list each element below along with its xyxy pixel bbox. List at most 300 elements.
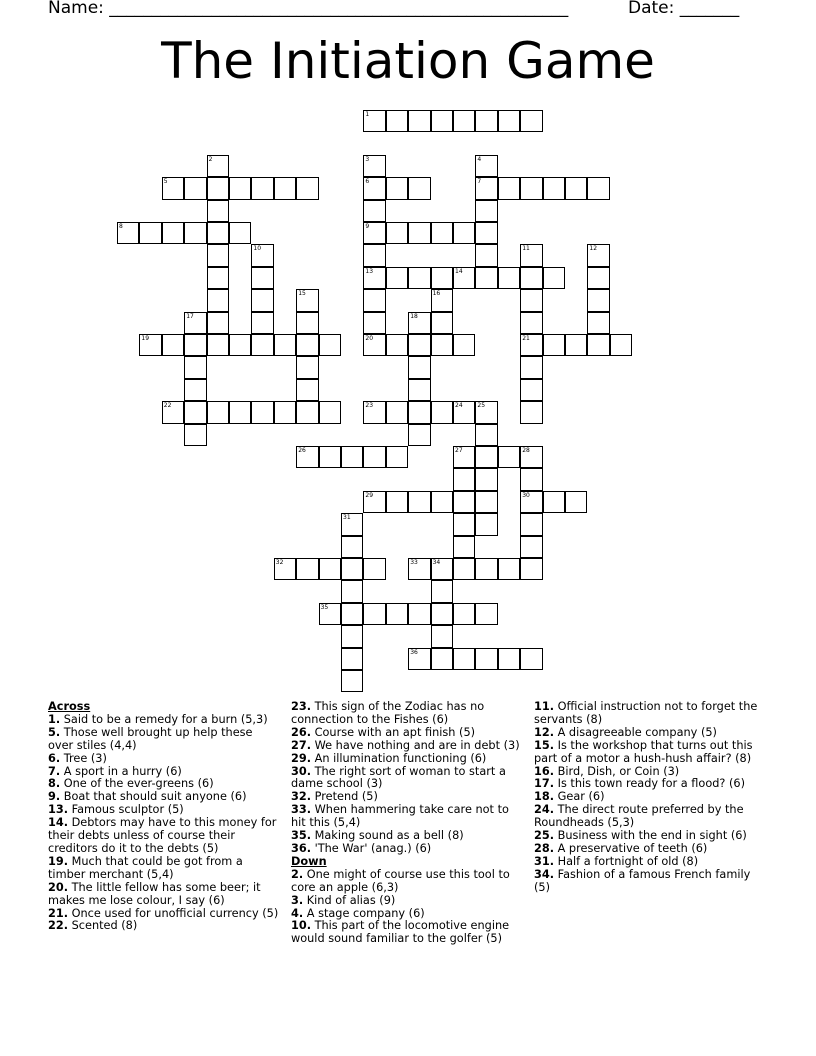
- clue-number: 6: [365, 178, 370, 186]
- clue-item-number: 17.: [534, 777, 555, 791]
- grid-cell[interactable]: [341, 558, 363, 580]
- grid-cell[interactable]: [587, 289, 609, 311]
- date-field-line: Date: _______: [628, 0, 740, 18]
- grid-cell[interactable]: [408, 334, 430, 356]
- grid-cell[interactable]: [363, 334, 385, 356]
- grid-cell[interactable]: [207, 334, 229, 356]
- grid-cell[interactable]: [408, 424, 430, 446]
- clue-item-number: 2.: [291, 867, 304, 881]
- grid-cell[interactable]: [363, 222, 385, 244]
- clue-item-number: 28.: [534, 841, 555, 855]
- clue-item-number: 22.: [48, 919, 69, 933]
- clue-number: 2: [208, 155, 213, 163]
- grid-cell[interactable]: [184, 222, 206, 244]
- grid-cell[interactable]: [453, 536, 475, 558]
- grid-cell[interactable]: [274, 558, 296, 580]
- clue-item-number: 26.: [291, 725, 312, 739]
- clue-item-number: 11.: [534, 700, 555, 713]
- grid-cell[interactable]: [475, 513, 497, 535]
- grid-cell[interactable]: [475, 244, 497, 266]
- grid-cell[interactable]: [587, 244, 609, 266]
- grid-cell[interactable]: [341, 536, 363, 558]
- clue-item-text: Kind of alias (9): [306, 893, 396, 907]
- grid-cell[interactable]: [453, 513, 475, 535]
- grid-cell[interactable]: [475, 200, 497, 222]
- grid-cell[interactable]: [363, 155, 385, 177]
- grid-cell[interactable]: [363, 401, 385, 423]
- grid-cell[interactable]: [229, 334, 251, 356]
- grid-cell[interactable]: [363, 446, 385, 468]
- grid-cell[interactable]: [319, 603, 341, 625]
- clue-number: 1: [365, 111, 370, 118]
- clue-item: [48, 920, 280, 933]
- grid-cell[interactable]: [453, 401, 475, 423]
- grid-cell[interactable]: [184, 401, 206, 423]
- grid-cell[interactable]: [475, 491, 497, 513]
- grid-cell[interactable]: [431, 222, 453, 244]
- grid-cell[interactable]: [475, 603, 497, 625]
- clues-column-3: [534, 701, 766, 895]
- grid-cell[interactable]: [453, 446, 475, 468]
- grid-cell[interactable]: [162, 401, 184, 423]
- clue-item-text: We have nothing and are in debt (3): [314, 738, 520, 752]
- grid-cell[interactable]: [274, 401, 296, 423]
- grid-cell[interactable]: [386, 491, 408, 513]
- clue-item-number: 30.: [291, 764, 312, 778]
- grid-cell[interactable]: [386, 603, 408, 625]
- grid-cell[interactable]: [229, 401, 251, 423]
- grid-cell[interactable]: [587, 177, 609, 199]
- grid-cell[interactable]: [363, 289, 385, 311]
- clue-number: 7: [477, 178, 482, 186]
- clue-number: 5: [163, 178, 168, 186]
- clue-number: 8: [119, 223, 123, 230]
- clue-item-number: 34.: [534, 867, 555, 881]
- grid-cell[interactable]: [565, 334, 587, 356]
- grid-cell[interactable]: [431, 267, 453, 289]
- grid-cell[interactable]: [341, 625, 363, 647]
- grid-cell[interactable]: [520, 312, 542, 334]
- clue-number: 15: [298, 290, 306, 298]
- clue-item-number: 9.: [48, 790, 61, 804]
- grid-cell[interactable]: [475, 648, 497, 670]
- clue-item-text: Much that could be got from a timber merchant (5,4): [48, 854, 243, 881]
- grid-cell[interactable]: [431, 648, 453, 670]
- grid-cell[interactable]: [408, 379, 430, 401]
- grid-cell[interactable]: [475, 558, 497, 580]
- clue-number: 25: [477, 402, 486, 410]
- grid-cell[interactable]: [162, 222, 184, 244]
- grid-cell[interactable]: [431, 289, 453, 311]
- grid-cell[interactable]: [296, 558, 318, 580]
- clue-number: 27: [455, 447, 463, 454]
- grid-cell[interactable]: [251, 244, 273, 266]
- grid-cell[interactable]: [498, 267, 520, 289]
- clue-item-text: Scented (8): [71, 919, 138, 933]
- grid-cell[interactable]: [162, 334, 184, 356]
- grid-cell[interactable]: [184, 424, 206, 446]
- clue-number: 16: [432, 290, 441, 298]
- clue-number: 18: [410, 312, 418, 320]
- grid-cell[interactable]: [408, 603, 430, 625]
- grid-cell[interactable]: [296, 289, 318, 311]
- grid-cell[interactable]: [475, 110, 497, 132]
- grid-cell[interactable]: [386, 401, 408, 423]
- grid-cell[interactable]: [251, 401, 273, 423]
- grid-cell[interactable]: [386, 267, 408, 289]
- clue-item-text: The right sort of woman to start a dame school (3): [291, 764, 506, 791]
- down-heading: Down: [291, 854, 327, 868]
- grid-cell[interactable]: [341, 648, 363, 670]
- clue-item-number: 3.: [291, 893, 304, 907]
- clue-item-number: 27.: [291, 738, 312, 752]
- grid-cell[interactable]: [296, 446, 318, 468]
- grid-cell[interactable]: [498, 558, 520, 580]
- clue-number: 35: [320, 603, 329, 611]
- grid-cell[interactable]: [565, 491, 587, 513]
- clue-item-number: 18.: [534, 790, 555, 804]
- clue-item: [291, 920, 523, 946]
- grid-cell[interactable]: [296, 401, 318, 423]
- clue-item-number: 33.: [291, 803, 312, 817]
- clue-item: [48, 727, 280, 753]
- grid-cell[interactable]: [475, 468, 497, 490]
- clue-number: 28: [522, 447, 530, 454]
- grid-cell[interactable]: [296, 334, 318, 356]
- grid-cell[interactable]: [498, 446, 520, 468]
- grid-cell[interactable]: [520, 334, 542, 356]
- clue-item-text: Famous sculptor (5): [71, 803, 184, 817]
- grid-cell[interactable]: [498, 648, 520, 670]
- grid-cell[interactable]: [363, 491, 385, 513]
- grid-cell[interactable]: [520, 648, 542, 670]
- grid-cell[interactable]: [341, 670, 363, 692]
- clue-item-text: A sport in a hurry (6): [63, 764, 182, 778]
- clue-number: 3: [365, 155, 370, 163]
- clue-item-number: 4.: [291, 906, 304, 920]
- clue-number: 31: [343, 514, 351, 522]
- grid-cell[interactable]: [453, 334, 475, 356]
- clue-item-text: Bird, Dish, or Coin (3): [557, 764, 680, 778]
- grid-cell[interactable]: [408, 401, 430, 423]
- grid-cell[interactable]: [274, 177, 296, 199]
- grid-cell[interactable]: [341, 513, 363, 535]
- grid-cell[interactable]: [319, 446, 341, 468]
- clue-number: 9: [365, 223, 370, 230]
- clue-number: 4: [477, 155, 482, 163]
- grid-cell[interactable]: [296, 379, 318, 401]
- grid-cell[interactable]: [520, 267, 542, 289]
- grid-cell[interactable]: [184, 312, 206, 334]
- clue-item: [48, 817, 280, 856]
- grid-cell[interactable]: [207, 177, 229, 199]
- grid-cell[interactable]: [408, 558, 430, 580]
- grid-cell[interactable]: [520, 401, 542, 423]
- grid-cell[interactable]: [431, 603, 453, 625]
- grid-cell[interactable]: [543, 334, 565, 356]
- clue-item-text: Once used for unofficial currency (5): [71, 906, 279, 920]
- grid-cell[interactable]: [565, 177, 587, 199]
- grid-cell[interactable]: [431, 110, 453, 132]
- grid-cell[interactable]: [475, 177, 497, 199]
- clue-item: [291, 804, 523, 830]
- clue-item-text: A stage company (6): [306, 906, 425, 920]
- clue-item-number: 23.: [291, 700, 312, 713]
- grid-cell[interactable]: [587, 267, 609, 289]
- grid-cell[interactable]: [386, 222, 408, 244]
- grid-cell[interactable]: [229, 222, 251, 244]
- clue-item-number: 13.: [48, 803, 69, 817]
- grid-cell[interactable]: [475, 267, 497, 289]
- grid-cell[interactable]: [431, 312, 453, 334]
- clue-item-text: One of the ever-greens (6): [63, 777, 214, 791]
- grid-cell[interactable]: [363, 110, 385, 132]
- clue-number: 22: [163, 402, 172, 410]
- grid-cell[interactable]: [453, 491, 475, 513]
- page-title: The Initiation Game: [161, 32, 655, 90]
- clue-item-text: Half a fortnight of old (8): [557, 854, 699, 868]
- clue-item-number: 16.: [534, 764, 555, 778]
- grid-cell[interactable]: [408, 110, 430, 132]
- grid-cell[interactable]: [520, 558, 542, 580]
- clue-item-text: Is the workshop that turns out this part of a motor a hush-hush affair? (8): [534, 738, 753, 765]
- clue-item: [291, 843, 523, 856]
- clue-item-text: Debtors may have to this money for their debts unless of course their creditors do it to the debts (5): [48, 816, 277, 855]
- clue-item: [534, 804, 766, 830]
- grid-cell[interactable]: [520, 536, 542, 558]
- clue-item-text: This part of the locomotive engine would sound familiar to the golfer (5): [291, 919, 510, 946]
- grid-cell[interactable]: [408, 222, 430, 244]
- grid-cell[interactable]: [543, 491, 565, 513]
- grid-cell[interactable]: [207, 222, 229, 244]
- clue-item-text: Those well brought up help these over stiles (4,4): [48, 725, 253, 752]
- grid-cell[interactable]: [453, 267, 475, 289]
- grid-cell[interactable]: [386, 334, 408, 356]
- grid-cell[interactable]: [363, 558, 385, 580]
- clue-item-number: 7.: [48, 764, 61, 778]
- grid-cell[interactable]: [520, 110, 542, 132]
- clue-item-number: 6.: [48, 751, 61, 765]
- grid-cell[interactable]: [296, 177, 318, 199]
- grid-cell[interactable]: [207, 289, 229, 311]
- grid-cell[interactable]: [587, 312, 609, 334]
- clue-item-number: 31.: [534, 854, 555, 868]
- grid-cell[interactable]: [341, 603, 363, 625]
- grid-cell[interactable]: [453, 558, 475, 580]
- grid-cell[interactable]: [162, 177, 184, 199]
- grid-cell[interactable]: [296, 312, 318, 334]
- grid-cell[interactable]: [408, 267, 430, 289]
- clue-item: [291, 869, 523, 895]
- grid-cell[interactable]: [587, 334, 609, 356]
- grid-cell[interactable]: [520, 468, 542, 490]
- clue-item-text: Said to be a remedy for a burn (5,3): [63, 712, 268, 726]
- clue-number: 13: [365, 267, 374, 275]
- grid-cell[interactable]: [184, 177, 206, 199]
- grid-cell[interactable]: [408, 648, 430, 670]
- grid-cell[interactable]: [363, 267, 385, 289]
- grid-cell[interactable]: [251, 289, 273, 311]
- clue-item-number: 32.: [291, 790, 312, 804]
- grid-cell[interactable]: [475, 446, 497, 468]
- grid-cell[interactable]: [498, 110, 520, 132]
- clue-item: [534, 740, 766, 766]
- grid-cell[interactable]: [431, 334, 453, 356]
- grid-cell[interactable]: [296, 356, 318, 378]
- clue-item-number: 5.: [48, 725, 61, 739]
- grid-cell[interactable]: [363, 177, 385, 199]
- grid-cell[interactable]: [363, 200, 385, 222]
- grid-cell[interactable]: [453, 603, 475, 625]
- clue-item-text: Pretend (5): [314, 790, 378, 804]
- clue-number: 10: [253, 245, 262, 253]
- clue-item-number: 35.: [291, 829, 312, 843]
- grid-cell[interactable]: [453, 222, 475, 244]
- grid-cell[interactable]: [386, 177, 408, 199]
- clue-item: [534, 701, 766, 727]
- grid-cell[interactable]: [520, 513, 542, 535]
- grid-cell[interactable]: [543, 267, 565, 289]
- clue-item-text: The direct route preferred by the Roundheads (5,3): [534, 803, 744, 830]
- grid-cell[interactable]: [207, 155, 229, 177]
- clue-item-number: 14.: [48, 816, 69, 830]
- clue-item-text: A preservative of teeth (6): [557, 841, 708, 855]
- clue-number: 36: [410, 648, 418, 656]
- grid-cell[interactable]: [431, 558, 453, 580]
- grid-cell[interactable]: [319, 334, 341, 356]
- grid-cell[interactable]: [251, 267, 273, 289]
- grid-cell[interactable]: [520, 289, 542, 311]
- grid-cell[interactable]: [341, 580, 363, 602]
- clue-item-number: 19.: [48, 854, 69, 868]
- clue-item-number: 25.: [534, 829, 555, 843]
- grid-cell[interactable]: [341, 446, 363, 468]
- clue-item-number: 20.: [48, 880, 69, 894]
- clue-item-number: 12.: [534, 725, 555, 739]
- clue-number: 21: [522, 335, 530, 342]
- grid-cell[interactable]: [520, 491, 542, 513]
- grid-cell[interactable]: [139, 222, 161, 244]
- clue-item: [291, 701, 523, 727]
- grid-cell[interactable]: [207, 401, 229, 423]
- clue-item-text: Fashion of a famous French family (5): [534, 867, 751, 894]
- clue-item-number: 29.: [291, 751, 312, 765]
- grid-cell[interactable]: [184, 334, 206, 356]
- grid-cell[interactable]: [453, 468, 475, 490]
- grid-cell[interactable]: [363, 312, 385, 334]
- grid-cell[interactable]: [363, 244, 385, 266]
- grid-cell[interactable]: [319, 401, 341, 423]
- clue-number: 11: [522, 245, 530, 253]
- grid-cell[interactable]: [184, 356, 206, 378]
- grid-cell[interactable]: [520, 379, 542, 401]
- grid-cell[interactable]: [431, 625, 453, 647]
- grid-cell[interactable]: [251, 177, 273, 199]
- clue-number: 19: [141, 335, 150, 342]
- grid-cell[interactable]: [207, 200, 229, 222]
- grid-cell[interactable]: [408, 356, 430, 378]
- grid-cell[interactable]: [453, 110, 475, 132]
- grid-cell[interactable]: [117, 222, 139, 244]
- clue-item-text: Boat that should suit anyone (6): [63, 790, 247, 804]
- clue-item-number: 10.: [291, 919, 312, 933]
- grid-cell[interactable]: [207, 267, 229, 289]
- clue-item-text: Business with the end in sight (6): [557, 829, 747, 843]
- grid-cell[interactable]: [408, 312, 430, 334]
- grid-cell[interactable]: [408, 491, 430, 513]
- grid-cell[interactable]: [408, 177, 430, 199]
- clue-item-text: Making sound as a bell (8): [314, 829, 464, 843]
- clue-number: 29: [365, 491, 374, 499]
- clue-item: [48, 882, 280, 908]
- grid-cell[interactable]: [520, 446, 542, 468]
- clue-item-text: Tree (3): [63, 751, 107, 765]
- across-heading: Across: [48, 700, 91, 713]
- clue-item-text: A disagreeable company (5): [557, 725, 717, 739]
- clue-number: 33: [410, 559, 418, 566]
- clue-item-text: An illumination functioning (6): [314, 751, 487, 765]
- clue-number: 24: [455, 402, 463, 410]
- grid-cell[interactable]: [139, 334, 161, 356]
- grid-cell[interactable]: [475, 155, 497, 177]
- grid-cell[interactable]: [363, 603, 385, 625]
- grid-cell[interactable]: [274, 334, 296, 356]
- grid-cell[interactable]: [453, 648, 475, 670]
- clue-item-text: The little fellow has some beer; it makes me lose colour, I say (6): [48, 880, 261, 907]
- clues-column-2: [291, 701, 523, 946]
- grid-cell[interactable]: [475, 424, 497, 446]
- grid-cell[interactable]: [251, 312, 273, 334]
- grid-cell[interactable]: [543, 177, 565, 199]
- clue-item-number: 1.: [48, 712, 61, 726]
- grid-cell[interactable]: [184, 379, 206, 401]
- grid-cell[interactable]: [520, 244, 542, 266]
- clue-item-text: 'The War' (anag.) (6): [314, 841, 432, 855]
- grid-cell[interactable]: [431, 580, 453, 602]
- grid-cell[interactable]: [386, 110, 408, 132]
- clue-item-text: Is this town ready for a flood? (6): [557, 777, 746, 791]
- grid-cell[interactable]: [475, 222, 497, 244]
- clue-item: [291, 766, 523, 792]
- grid-cell[interactable]: [207, 312, 229, 334]
- grid-cell[interactable]: [431, 491, 453, 513]
- name-field-line: Name: ______________________________________________________: [48, 0, 569, 18]
- grid-cell[interactable]: [520, 177, 542, 199]
- grid-cell[interactable]: [498, 177, 520, 199]
- clue-number: 20: [365, 335, 374, 342]
- clue-number: 17: [186, 312, 194, 320]
- clue-item-number: 15.: [534, 738, 555, 752]
- clue-item-text: This sign of the Zodiac has no connection to the Fishes (6): [291, 700, 485, 726]
- clue-item-number: 8.: [48, 777, 61, 791]
- clue-number: 34: [432, 559, 441, 566]
- clue-number: 23: [365, 402, 374, 410]
- grid-cell[interactable]: [207, 244, 229, 266]
- grid-cell[interactable]: [319, 558, 341, 580]
- grid-cell[interactable]: [386, 446, 408, 468]
- grid-cell[interactable]: [520, 356, 542, 378]
- clue-number: 12: [589, 245, 598, 253]
- clue-number: 32: [275, 559, 284, 566]
- clue-item-number: 24.: [534, 803, 555, 817]
- grid-cell[interactable]: [475, 401, 497, 423]
- grid-cell[interactable]: [251, 334, 273, 356]
- clue-item-number: 36.: [291, 841, 312, 855]
- grid-cell[interactable]: [431, 401, 453, 423]
- grid-cell[interactable]: [610, 334, 632, 356]
- grid-cell[interactable]: [229, 177, 251, 199]
- clue-number: 14: [455, 267, 463, 275]
